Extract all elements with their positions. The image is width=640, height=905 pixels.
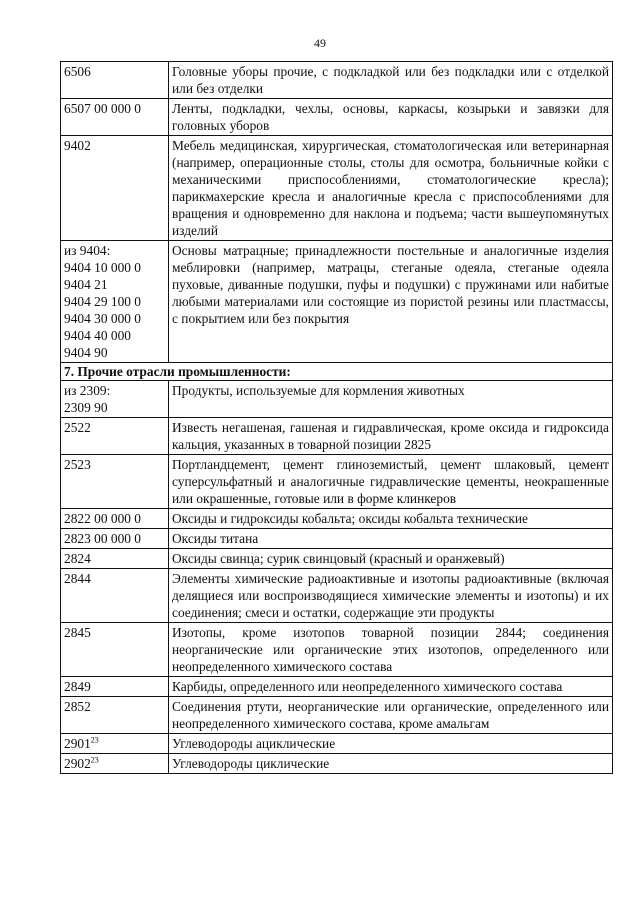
table-row — [61, 754, 613, 774]
table-row — [61, 62, 613, 99]
description-cell: Портландцемент, цемент глиноземистый, цемент шлаковый, цемент суперсульфатный и аналогичные гидравлические цементы, неокрашенные или окрашенные, готовые или в форме клинкеров — [169, 455, 613, 509]
table-row — [61, 241, 613, 363]
table-row — [61, 136, 613, 241]
code-cell: из 2309: 2309 90 — [61, 381, 169, 418]
table-row — [61, 549, 613, 569]
description-cell: Углеводороды ациклические — [169, 734, 613, 754]
table-row — [61, 697, 613, 734]
description-cell: Мебель медицинская, хирургическая, стоматологическая или ветеринарная (например, операционные столы, столы для осмотра, больничные койки с механическими приспособлениями, стоматологические кресла); парикмахерские кресла и аналогичные кресла с приспособлениями для вращения и одновременно для наклона и подъема; части вышеупомянутых изделий — [169, 136, 613, 241]
description-cell: Основы матрацные; принадлежности постельные и аналогичные изделия меблировки (например, матрацы, стеганые одеяла, стеганые одеяла пуховые, диванные подушки, пуфы и подушки) с пружинами или набитые любыми материалами или состоящие из пористой резины или пластмассы, с покрытием или без покрытия — [169, 241, 613, 363]
section-title: 7. Прочие отрасли промышленности: — [61, 363, 613, 381]
description-cell: Элементы химические радиоактивные и изотопы радиоактивные (включая делящиеся или воспроизводящиеся химические элементы и изотопы) и их соединения; смеси и остатки, содержащие эти продукты — [169, 569, 613, 623]
code-cell: 2845 — [61, 623, 169, 677]
footnote-marker: 23 — [90, 735, 99, 745]
code-text: 2901 — [64, 736, 91, 751]
description-cell: Оксиды свинца; сурик свинцовый (красный и оранжевый) — [169, 549, 613, 569]
code-cell: 6506 — [61, 62, 169, 99]
section-row — [61, 363, 613, 381]
footnote-marker: 23 — [90, 755, 99, 765]
table-row — [61, 734, 613, 754]
code-cell — [61, 734, 169, 754]
code-cell: 2823 00 000 0 — [61, 529, 169, 549]
description-cell: Головные уборы прочие, с подкладкой или без подкладки или с отделкой или без отделки — [169, 62, 613, 99]
code-text: 2902 — [64, 756, 91, 771]
table-row — [61, 529, 613, 549]
code-cell: 2844 — [61, 569, 169, 623]
table-row — [61, 455, 613, 509]
code-cell: 9402 — [61, 136, 169, 241]
description-cell: Оксиды титана — [169, 529, 613, 549]
description-cell: Известь негашеная, гашеная и гидравлическая, кроме оксида и гидроксида кальция, указанных в товарной позиции 2825 — [169, 418, 613, 455]
description-cell: Соединения ртути, неорганические или органические, определенного или неопределенного химического состава, кроме амальгам — [169, 697, 613, 734]
page-number: 49 — [314, 36, 326, 50]
code-cell: 2822 00 000 0 — [61, 509, 169, 529]
tariff-table — [60, 61, 613, 774]
code-cell: 2849 — [61, 677, 169, 697]
description-cell: Оксиды и гидроксиды кобальта; оксиды кобальта технические — [169, 509, 613, 529]
description-cell: Карбиды, определенного или неопределенного химического состава — [169, 677, 613, 697]
table-row — [61, 99, 613, 136]
code-cell — [61, 754, 169, 774]
description-cell: Ленты, подкладки, чехлы, основы, каркасы, козырьки и завязки для головных уборов — [169, 99, 613, 136]
code-cell: 2522 — [61, 418, 169, 455]
code-cell: 2852 — [61, 697, 169, 734]
table-row — [61, 569, 613, 623]
code-cell: из 9404: 9404 10 000 0 9404 21 9404 29 100 0 9404 30 000 0 9404 40 000 9404 90 — [61, 241, 169, 363]
code-cell: 2523 — [61, 455, 169, 509]
description-cell: Изотопы, кроме изотопов товарной позиции 2844; соединения неорганические или органические этих изотопов, определенного или неопределенного химического состава — [169, 623, 613, 677]
code-cell: 2824 — [61, 549, 169, 569]
description-cell: Углеводороды циклические — [169, 754, 613, 774]
code-cell: 6507 00 000 0 — [61, 99, 169, 136]
description-cell: Продукты, используемые для кормления животных — [169, 381, 613, 418]
table-row — [61, 418, 613, 455]
table-row — [61, 677, 613, 697]
table-row — [61, 381, 613, 418]
table-row — [61, 509, 613, 529]
table-row — [61, 623, 613, 677]
